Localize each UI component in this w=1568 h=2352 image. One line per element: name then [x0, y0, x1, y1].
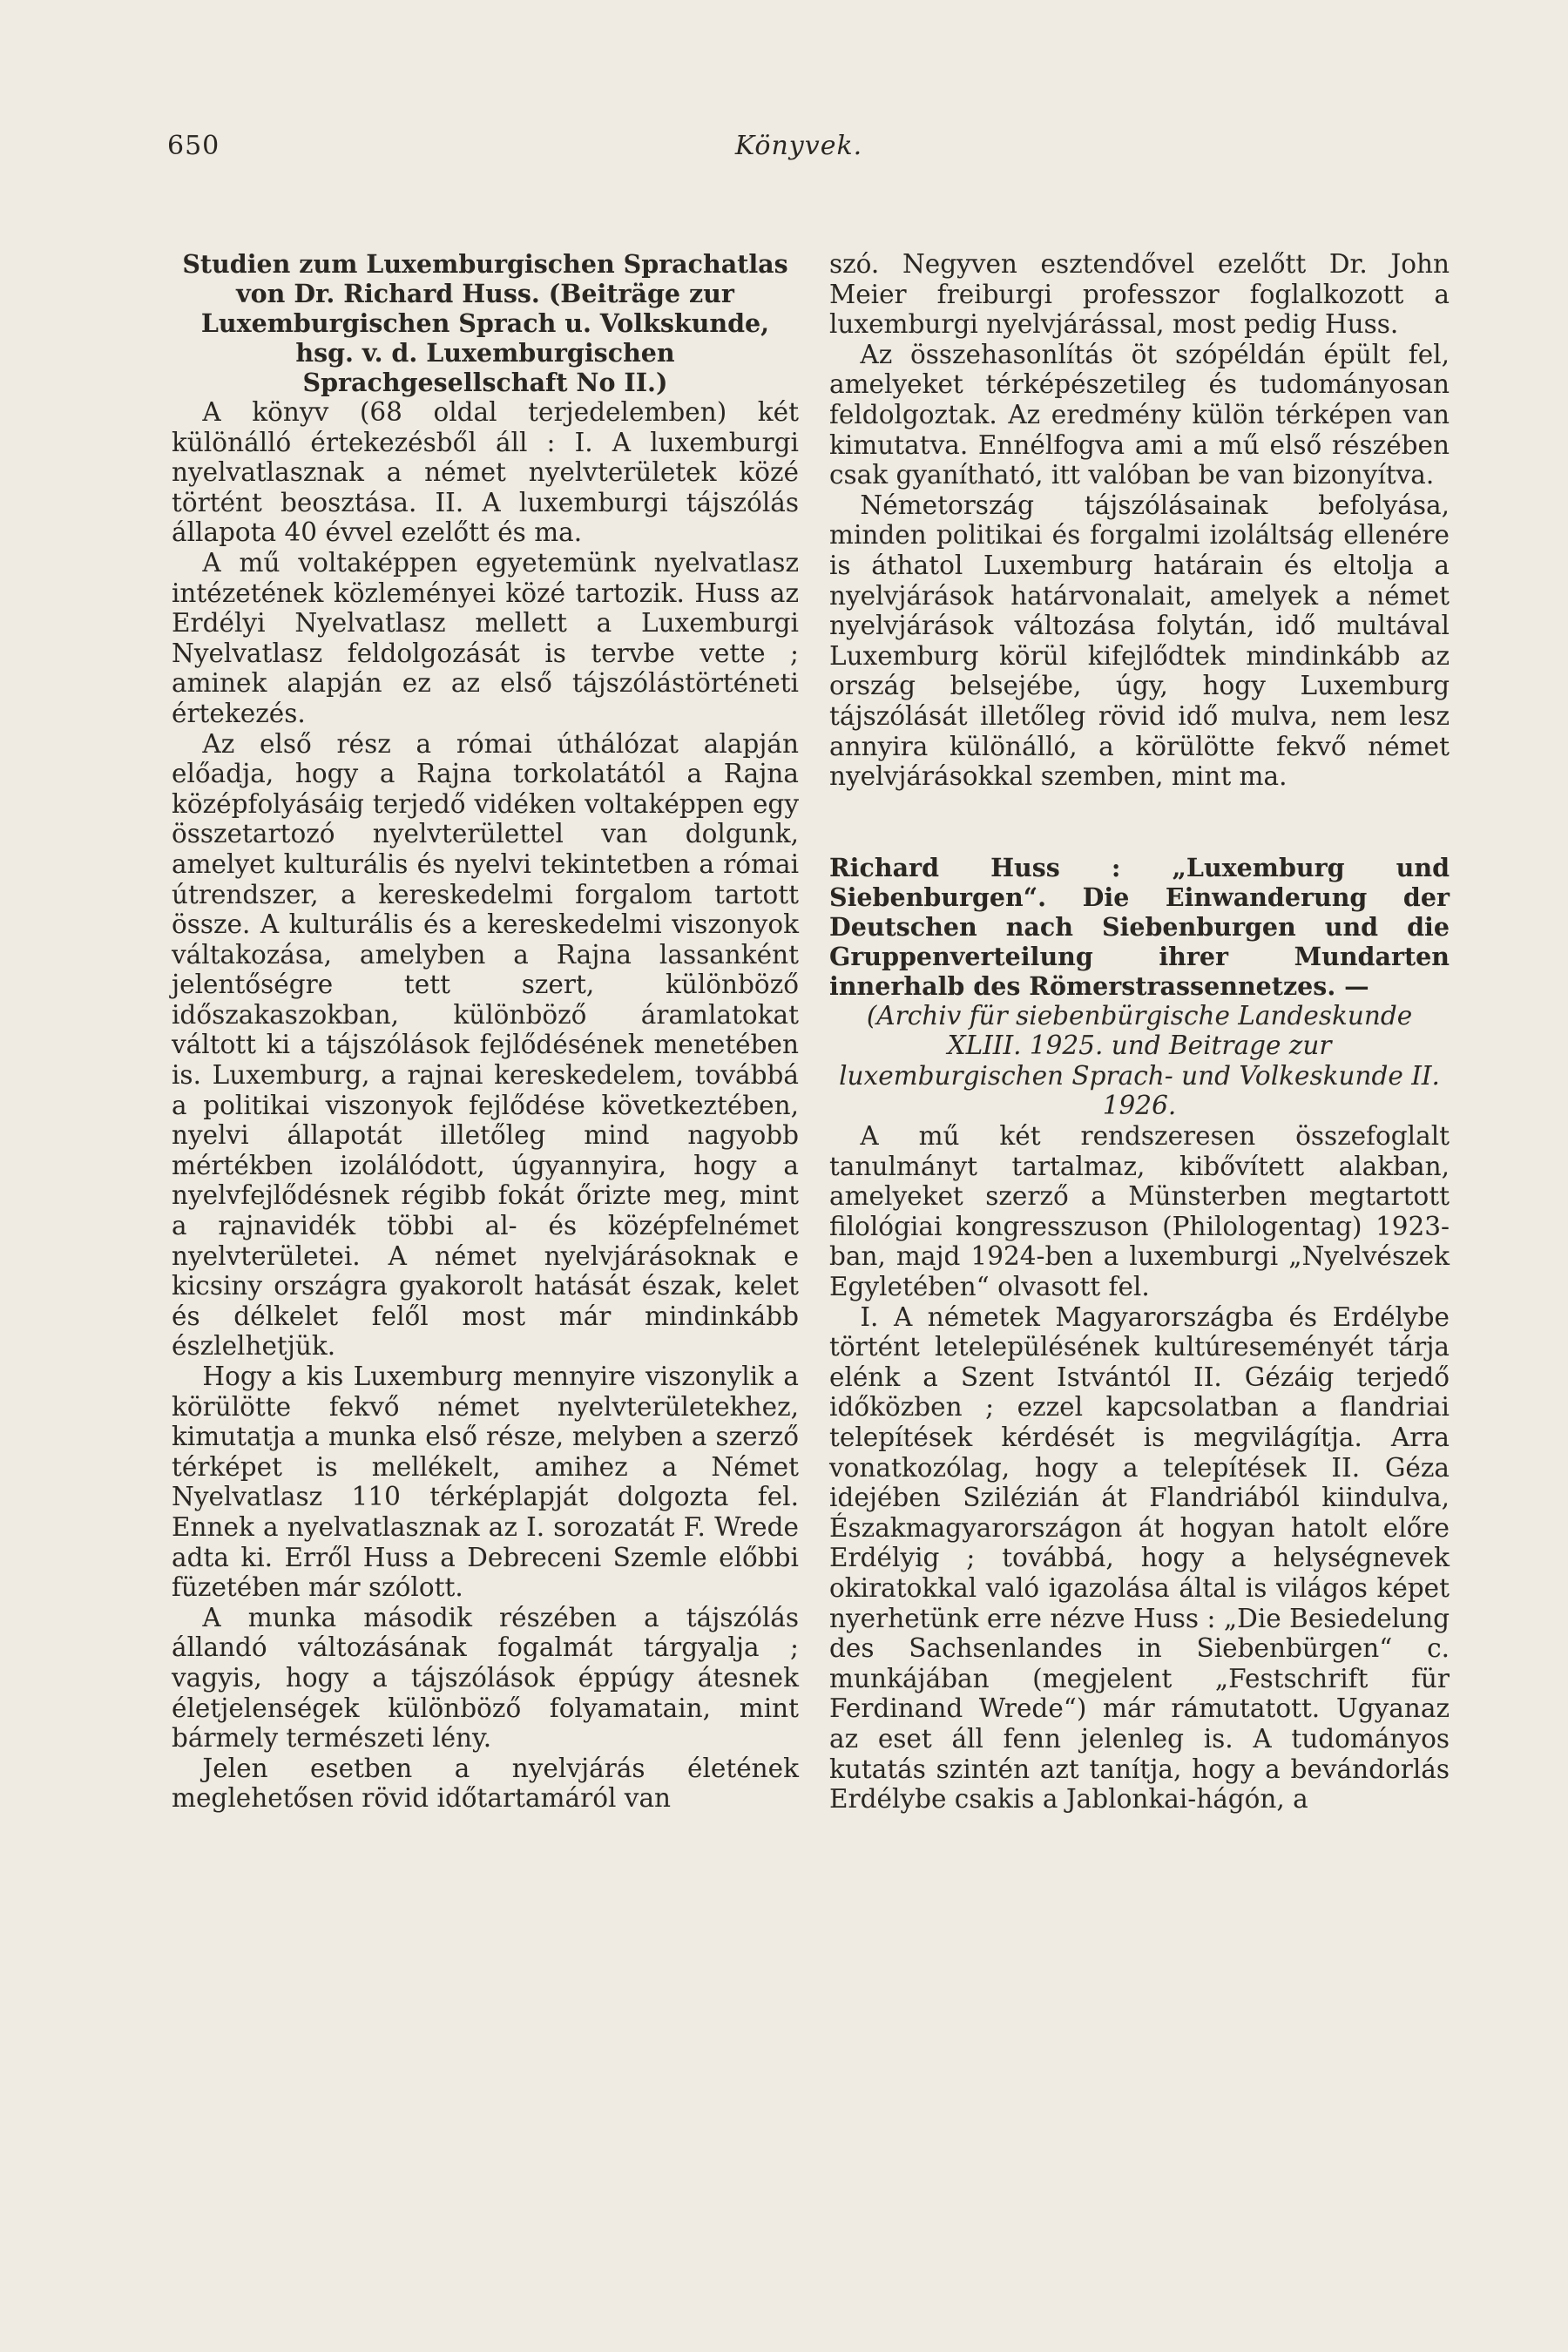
review-title-luxemburg-atlas: Studien zum Luxemburgischen Sprachatlas von Dr. Richard Huss. (Beiträge zur Luxemburgischen Sprach u. Volkskunde, hsg. v. d. Luxemburgischen Sprachgesellschaft No II.): [182, 249, 788, 397]
right-column: [829, 249, 1450, 1815]
paragraph: A mű két rendszeresen összefoglalt tanulmányt tartalmaz, kibővített alakban, amelyeket szerző a Münsterben megtartott filológiai kongresszuson (Philologentag) 1923-ban, majd 1924-ben a luxemburgi „Nyelvészek Egyletében“ olvasott fel.: [829, 1121, 1450, 1302]
paragraph: Németország tájszólásainak befolyása, minden politikai és forgalmi izoláltság ellenére is áthatol Luxemburg határain és eltolja a nyelvjárások határvonalait, amelyek a német nyelvjárások változása folytán, idő multával Luxemburg körül kifejlődtek mindinkább az ország belsejébe, úgy, hogy Luxemburg tájszólását illetőleg rövid idő mulva, nem lesz annyira különálló, a körülötte fekvő német nyelvjárásokkal szemben, mint ma.: [829, 490, 1450, 792]
page-number: 650: [167, 131, 220, 161]
paragraph: Az első rész a római úthálózat alapján előadja, hogy a Rajna torkolatától a Rajna középfolyásáig terjedő vidéken voltaképpen egy összetartozó nyelvterülettel van dolgunk, amelyet kulturális és nyelvi tekintetben a római útrendszer, a kereskedelmi forgalom tartott össze. A kulturális és a kereskedelmi viszonyok váltakozása, amelyben a Rajna lassanként jelentőségre tett szert, különböző időszakaszokban, különböző áramlatokat váltott ki a tájszólások fejlődésének menetében is. Luxemburg, a rajnai kereskedelem, továbbá a politikai viszonyok fejlődése következtében, nyelvi állapotát illetőleg mind nagyobb mértékben izolálódott, úgyannyira, hogy a nyelvfejlődésnek régibb fokát őrizte meg, mint a rajnavidék többi al- és középfelnémet nyelvterületei. A német nyelvjárásoknak e kicsiny országra gyakorolt hatását észak, kelet és délkelet felől most már mindinkább észlelhetjük.: [172, 728, 799, 1362]
paragraph: A munka második részében a tájszólás állandó változásának fogalmát tárgyalja ; vagyis, hogy a tájszólások éppúgy átesnek életjelenségek különböző folyamatain, mint bármely természeti lény.: [172, 1602, 799, 1754]
running-title: Könyvek.: [734, 131, 863, 161]
paragraph: I. A németek Magyarországba és Erdélybe történt letelepülésének kultúreseményét tárja elénk a Szent Istvántól II. Gézáig terjedő időközben ; ezzel kapcsolatban a flandriai telepítések kérdését is megvilágítja. Arra vonatkozólag, hogy a telepítések II. Géza idejében Szilézián át Flandriából kiindulva, Északmagyarországon át hogyan hatolt előre Erdélyig ; továbbá, hogy a helységnevek okiratokkal való igazolása által is világos képet nyerhetünk erre nézve Huss : „Die Besiedelung des Sachsenlandes in Siebenbürgen“ c. munkájában (megjelent „Festschrift für Ferdinand Wrede“) már rámutatott. Ugyanaz az eset áll fenn jelenleg is. A tudományos kutatás szintén azt tanítja, hogy a bevándorlás Erdélybe csakis a Jablonkai-hágón, a: [829, 1301, 1450, 1815]
section-gap: [829, 792, 1450, 853]
paragraph: A mű voltaképpen egyetemünk nyelvatlasz intézetének közleményei közé tartozik. Huss az Erdélyi Nyelvatlasz mellett a Luxemburgi Nyelvatlasz feldolgozását is tervbe vette ; aminek alapján ez az első tájszólástörténeti értekezés.: [172, 547, 799, 728]
left-column: [172, 249, 799, 1814]
paragraph: Hogy a kis Luxemburg mennyire viszonylik a körülötte fekvő német nyelvterületekhez, kimutatja a munka első része, melyben a szerző térképet is mellékelt, amihez a Német Nyelvatlasz 110 térképlapját dolgozta fel. Ennek a nyelvatlasznak az I. sorozatát F. Wrede adta ki. Erről Huss a Debreceni Szemle előbbi füzetében már szólott.: [172, 1362, 799, 1603]
paragraph: Az összehasonlítás öt szópéldán épült fel, amelyeket térképészetileg és tudományosan feldolgoztak. Az eredmény külön térképen van kimutatva. Ennélfogva ami a mű első részében csak gyanítható, itt valóban be van bizonyítva.: [829, 339, 1450, 490]
paragraph: Jelen esetben a nyelvjárás életének meglehetősen rövid időtartamáról van: [172, 1753, 799, 1814]
review-title-luxemburg-siebenburgen: Richard Huss : „Luxemburg und Siebenburgen“. Die Einwanderung der Deutschen nach Siebenburgen und die Gruppenverteilung ihrer Mundarten innerhalb des Römerstrassennetzes. —: [829, 852, 1450, 1001]
review-source: (Archiv für siebenbürgische Landeskunde XLIII. 1925. und Beitrage zur luxemburgischen Sprach- und Volkeskunde II. 1926.: [839, 1000, 1440, 1121]
paragraph: A könyv (68 oldal terjedelemben) két különálló értekezésből áll : I. A luxemburgi nyelvatlasznak a német nyelvterületek közé történt beosztása. II. A luxemburgi tájszólás állapota 40 évvel ezelőtt és ma.: [172, 397, 799, 548]
running-head: [167, 131, 1430, 174]
paragraph: szó. Negyven esztendővel ezelőtt Dr. John Meier freiburgi professzor foglalkozott a luxemburgi nyelvjárással, most pedig Huss.: [829, 249, 1450, 340]
